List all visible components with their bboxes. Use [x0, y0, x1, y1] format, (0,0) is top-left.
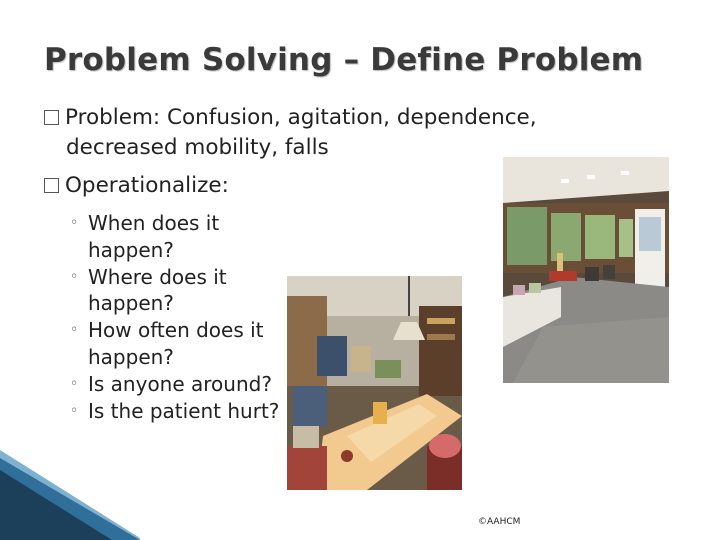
bullet-operationalize-text: Operationalize: [65, 173, 229, 198]
circle-bullet-icon: ◦ [70, 402, 79, 419]
circle-bullet-icon: ◦ [70, 215, 79, 231]
sub-bullet-where: ◦ Where does it happen? [70, 264, 227, 316]
circle-bullet-icon: ◦ [70, 322, 79, 339]
photo-cluttered-kitchen [287, 276, 462, 490]
circle-bullet-icon: ◦ [70, 375, 79, 392]
circle-bullet-icon: ◦ [70, 268, 79, 285]
slide-title: Problem Solving – Define Problem [44, 42, 644, 78]
photo-credit: ©AAHCM [478, 517, 521, 527]
sub-bullet-anyone-around: ◦ Is anyone around? [70, 371, 272, 396]
checkbox-bullet-icon [44, 110, 59, 125]
sub-bullet-how-often: ◦ How often does it happen? [70, 318, 264, 369]
photo-sunroom [503, 157, 669, 383]
sub-bullet-patient-hurt: ◦ Is the patient hurt? [70, 398, 280, 423]
bullet-problem [44, 102, 684, 133]
bullet-problem-continuation: decreased mobility, falls [66, 135, 329, 160]
bullet-operationalize [44, 170, 229, 201]
bullet-problem-text: Problem: Confusion, agitation, dependence, [65, 105, 537, 130]
corner-swoosh-decoration [0, 440, 140, 540]
checkbox-bullet-icon [44, 178, 59, 193]
sub-bullet-when: ◦ When does it happen? [70, 211, 220, 262]
sub-bullet-list [70, 210, 285, 424]
